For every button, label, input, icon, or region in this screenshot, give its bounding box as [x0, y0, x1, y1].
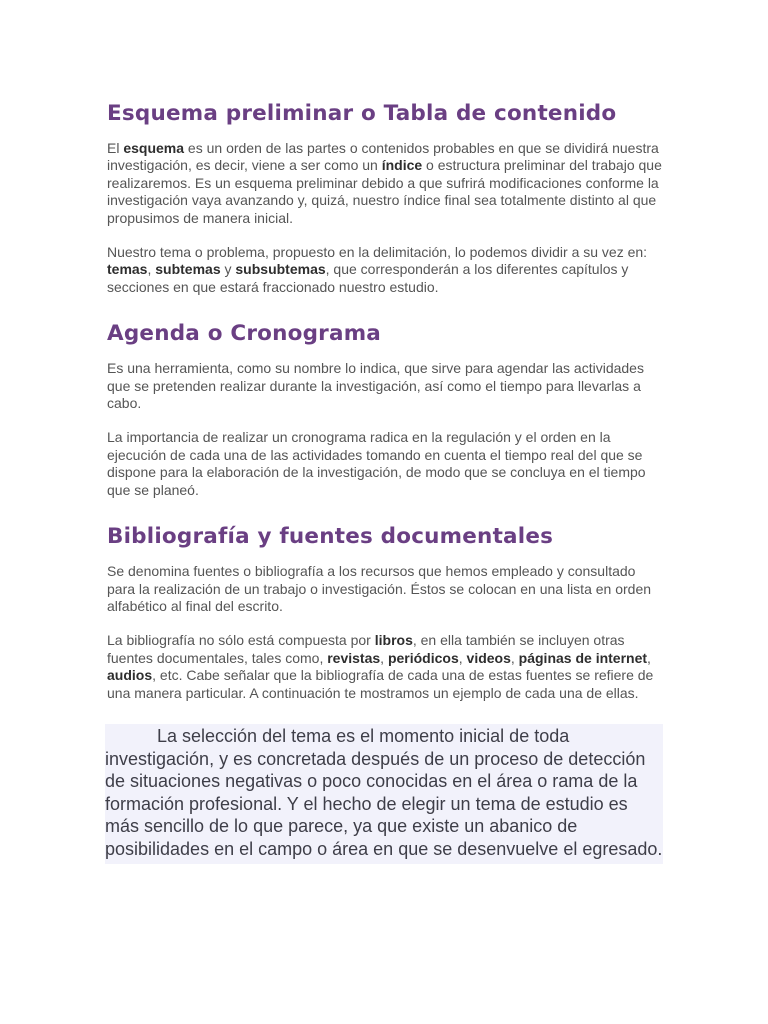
- heading-esquema: Esquema preliminar o Tabla de contenido: [107, 101, 617, 126]
- bold-term: temas: [107, 261, 148, 278]
- quote-text: La selección del tema es el momento inicial de toda investigación, y es concretada después de un proceso de detección de situaciones negativas o poco conocidas en el área o rama de la formación profesional. Y el hecho de elegir un tema de estudio es más sencillo de lo que parece, ya que existe un abanico de posibilidades en el campo o área en que se desenvuelve el egresado.: [105, 725, 663, 859]
- text-run: Es una herramienta, como su nombre lo indica, que sirve para agendar las actividades que se pretenden realizar durante la investigación, así como el tiempo para llevarlas a cabo.: [107, 360, 644, 412]
- text-run: El: [107, 140, 124, 156]
- text-run: es un orden de las partes o contenidos probables en que se dividirá nuestra investigación, es decir, viene a ser como un: [107, 140, 659, 174]
- text-run: ,: [458, 649, 467, 666]
- bold-term: revistas: [327, 649, 381, 666]
- bold-term: periódicos: [387, 649, 459, 666]
- text-run: y: [220, 261, 236, 278]
- text-run: ,: [147, 261, 156, 278]
- paragraph-agenda-importance: [107, 429, 667, 499]
- paragraph-bibliografia-types: [107, 632, 667, 702]
- bold-term: audios: [107, 667, 153, 684]
- text-run: Se denomina fuentes o bibliografía a los recursos que hemos empleado y consultado para la realización de un trabajo o investigación. Éstos se colocan en una lista en orden alfabético al final del escrito.: [107, 563, 652, 614]
- text-run: Nuestro tema o problema, propuesto en la delimitación, lo podemos dividir a su vez en:: [107, 244, 648, 261]
- bold-term: índice: [381, 157, 423, 174]
- text-run: , que corresponderán a los diferentes capítulos y secciones en que estará fraccionado nuestro estudio.: [107, 261, 629, 295]
- bold-term: videos: [466, 649, 511, 666]
- bold-term: libros: [374, 632, 413, 649]
- document-page: [107, 100, 667, 864]
- text-run: , etc. Cabe señalar que la bibliografía de cada una de estas fuentes se refiere de una manera particular. A continuación te mostramos un ejemplo de cada una de ellas.: [107, 667, 654, 701]
- paragraph-bibliografia-definition: [107, 563, 667, 615]
- text-run: o estructura preliminar del trabajo que realizaremos. Es un esquema preliminar debido a que sufrirá modificaciones conforme la investigación vaya avanzando y, quizá, nuestro índice final sea totalmente distinto al que propusimos de manera inicial.: [107, 157, 662, 226]
- heading-agenda: Agenda o Cronograma: [107, 321, 381, 347]
- text-run: La importancia de realizar un cronograma radica en la regulación y el orden en la ejecución de cada una de las actividades tomando en cuenta el tiempo real del que se dispone para la elaboración de la investigación, de modo que se concluya en el tiempo que se planeó.: [107, 429, 646, 498]
- bold-term: esquema: [123, 140, 185, 156]
- text-run: ,: [647, 649, 651, 666]
- bold-term: subsubtemas: [235, 261, 326, 278]
- highlighted-quote-block: [105, 724, 663, 864]
- text-run: La bibliografía no sólo está compuesta por: [107, 632, 375, 649]
- text-run: , en ella también se incluyen otras fuentes documentales, tales como,: [107, 632, 625, 666]
- text-run: ,: [380, 649, 388, 666]
- bold-term: páginas de internet: [518, 649, 648, 666]
- text-run: ,: [510, 649, 519, 666]
- paragraph-esquema-temas: [107, 244, 667, 296]
- heading-bibliografia: Bibliografía y fuentes documentales: [107, 524, 554, 550]
- paragraph-esquema-definition: [107, 140, 667, 227]
- bold-term: subtemas: [155, 261, 221, 278]
- paragraph-agenda-definition: [107, 360, 667, 412]
